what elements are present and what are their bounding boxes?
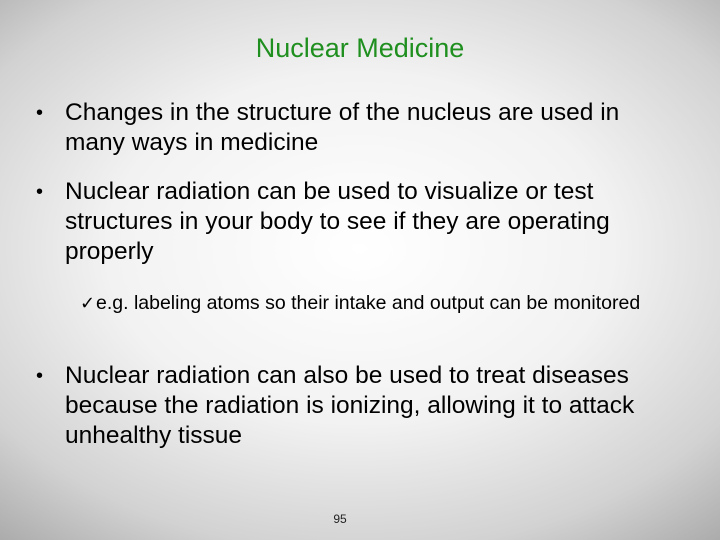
bullet-marker: •	[36, 102, 44, 124]
checkmark-icon: ✓	[80, 293, 96, 313]
bullet-text: Changes in the structure of the nucleus are used in many ways in medicine	[65, 99, 620, 156]
bullet-marker: •	[36, 365, 44, 387]
bullet-item	[36, 361, 676, 451]
bullet-item	[36, 98, 676, 158]
page-number: 95	[333, 512, 347, 526]
slide-title: Nuclear Medicine	[255, 33, 465, 63]
bullet-item	[36, 177, 676, 267]
sub-bullet-text: e.g. labeling atoms so their intake and output can be monitored	[96, 292, 641, 314]
bullet-marker: •	[36, 181, 44, 203]
sub-bullet-item	[80, 290, 680, 317]
bullet-text: Nuclear radiation can be used to visualize or test structures in your body to see if they are operating properly	[65, 178, 610, 265]
bullet-text: Nuclear radiation can also be used to treat diseases because the radiation is ionizing, allowing it to attack unhealthy tissue	[65, 362, 635, 449]
